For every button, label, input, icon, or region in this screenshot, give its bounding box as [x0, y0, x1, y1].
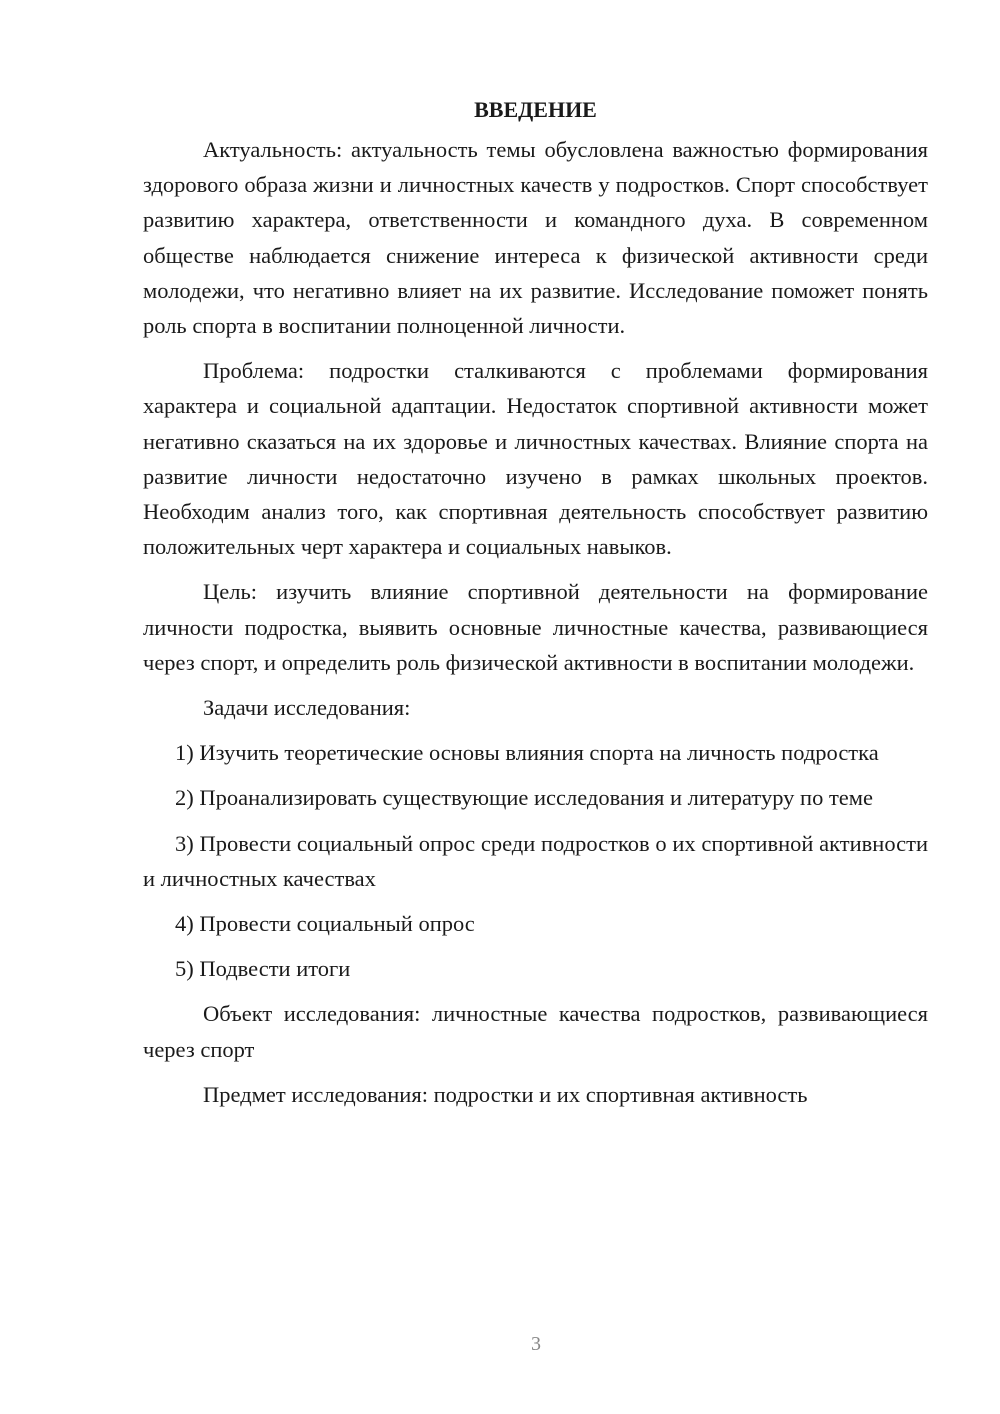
task-item: 3) Провести социальный опрос среди подростков о их спортивной активности и личностных качествах	[143, 830, 928, 891]
task-item: 2) Проанализировать существующие исследования и литературу по теме	[175, 785, 873, 811]
research-subject: Предмет исследования: подростки и их спортивная активность	[203, 1081, 808, 1107]
paragraph-relevance: Актуальность: актуальность темы обусловлена важностью формирования здорового образа жизни и личностных качеств у подростков. Спорт способствует развитию характера, ответственности и командного духа. В современном обществе наблюдается снижение интереса к физической активности среди молодежи, что негативно влияет на их развитие. Исследование поможет понять роль спорта в воспитании полноценной личности.	[143, 137, 928, 339]
section-title: ВВЕДЕНИЕ	[474, 97, 597, 122]
tasks-heading: Задачи исследования:	[203, 695, 411, 721]
task-item: 5) Подвести итоги	[175, 956, 351, 982]
page-number: 3	[531, 1333, 541, 1355]
research-object: Объект исследования: личностные качества подростков, развивающиеся через спорт	[143, 1001, 928, 1062]
task-item: 4) Провести социальный опрос	[175, 911, 475, 937]
task-item: 1) Изучить теоретические основы влияния спорта на личность подростка	[175, 740, 879, 766]
paragraph-problem: Проблема: подростки сталкиваются с проблемами формирования характера и социальной адаптации. Недостаток спортивной активности может негативно сказаться на их здоровье и личностных качествах. Влияние спорта на развитие личности недостаточно изучено в рамках школьных проектов. Необходим анализ того, как спортивная деятельность способствует развитию положительных черт характера и социальных навыков.	[143, 358, 928, 560]
paragraph-goal: Цель: изучить влияние спортивной деятельности на формирование личности подростка, выявить основные личностные качества, развивающиеся через спорт, и определить роль физической активности в воспитании молодежи.	[143, 579, 928, 675]
page-content	[143, 92, 928, 1112]
